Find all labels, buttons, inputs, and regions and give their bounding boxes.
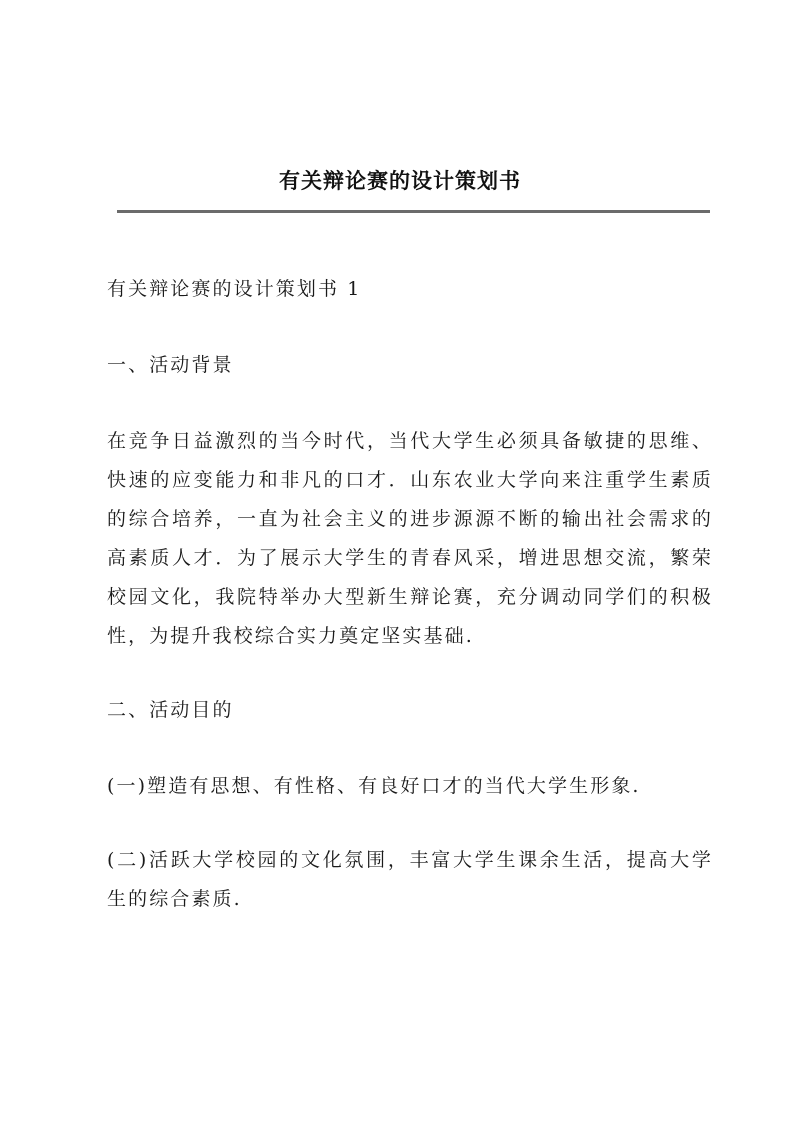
- document-title: 有关辩论赛的设计策划书: [279, 168, 521, 193]
- document-body: [107, 270, 713, 954]
- section-heading-purpose: 二、活动目的: [107, 699, 234, 721]
- purpose-item-1: (一)塑造有思想、有性格、有良好口才的当代大学生形象.: [107, 775, 641, 797]
- section-body-background: 在竞争日益激烈的当今时代，当代大学生必须具备敏捷的思维、快速的应变能力和非凡的口才．山东农业大学向来注重学生素质的综合培养，一直为社会主义的进步源源不断的输出社会需求的高素质人才．为了展示大学生的青春风采，增进思想交流，繁荣校园文化，我院特举办大型新生辩论赛，充分调动同学们的积极性，为提升我校综合实力奠定坚实基础.: [107, 430, 713, 647]
- document-subtitle: 有关辩论赛的设计策划书 1: [107, 278, 362, 300]
- purpose-item-2: (二)活跃大学校园的文化氛围，丰富大学生课余生活，提高大学生的综合素质.: [107, 849, 713, 910]
- title-divider: [117, 210, 710, 213]
- section-heading-background: 一、活动背景: [107, 354, 234, 376]
